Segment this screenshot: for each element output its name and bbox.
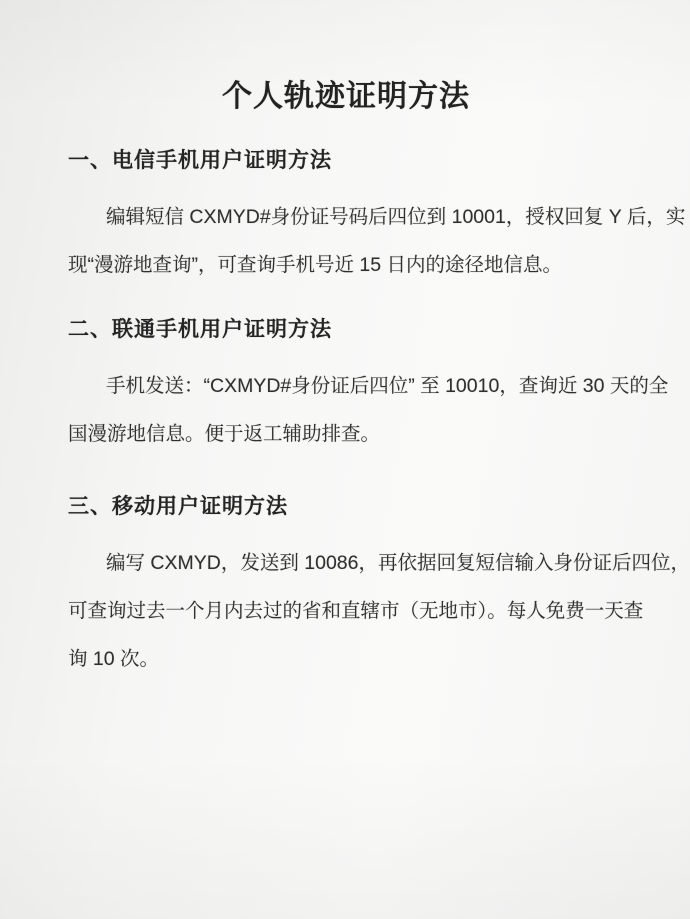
text-line: 现“漫游地查询”，可查询手机号近 15 日内的途径地信息。 bbox=[68, 254, 563, 276]
text-line: 手机发送：“CXMYD#身份证后四位” 至 10010，查询近 30 天的全 bbox=[106, 375, 669, 397]
section-mobile bbox=[68, 492, 690, 683]
text-line: 编写 CXMYD，发送到 10086，再依据回复短信输入身份证后四位， bbox=[106, 552, 690, 574]
section-mobile-paragraph bbox=[68, 539, 690, 683]
section-unicom bbox=[68, 315, 669, 458]
section-mobile-heading: 三、移动用户证明方法 bbox=[68, 495, 288, 518]
section-telecom-paragraph bbox=[68, 193, 686, 289]
section-unicom-heading: 二、联通手机用户证明方法 bbox=[68, 318, 332, 341]
text-line: 可查询过去一个月内去过的省和直辖市（无地市）。每人免费一天查 bbox=[68, 600, 644, 622]
text-line: 编辑短信 CXMYD#身份证号码后四位到 10001，授权回复 Y 后，实 bbox=[106, 206, 686, 228]
text-line: 询 10 次。 bbox=[68, 648, 160, 670]
text-line: 国漫游地信息。便于返工辅助排查。 bbox=[68, 423, 381, 445]
section-telecom bbox=[68, 146, 686, 289]
section-unicom-paragraph bbox=[68, 362, 669, 458]
section-telecom-heading: 一、电信手机用户证明方法 bbox=[68, 149, 332, 172]
document-title: 个人轨迹证明方法 bbox=[222, 80, 470, 113]
